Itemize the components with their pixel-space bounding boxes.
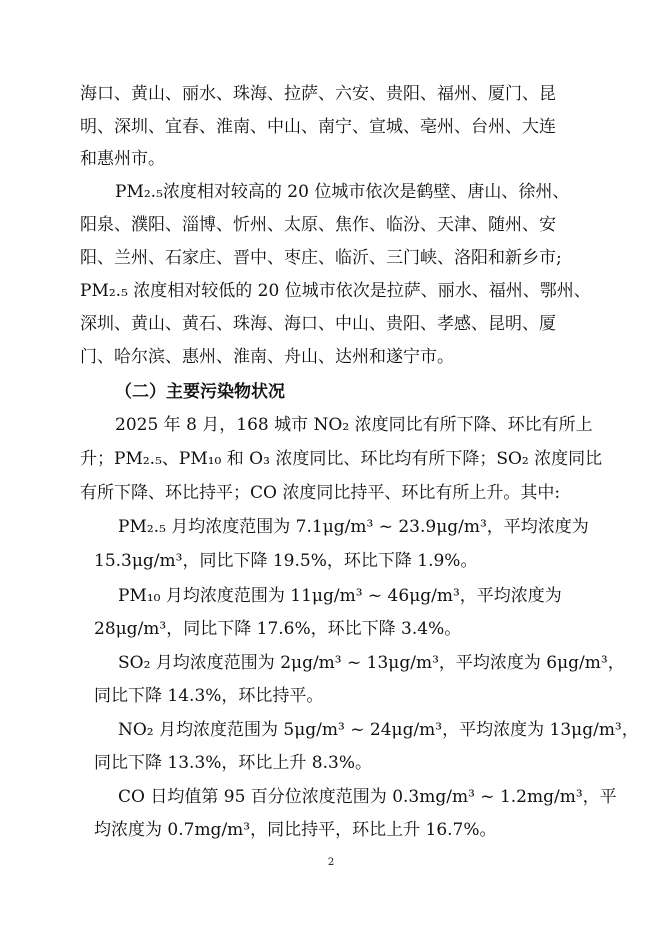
no2-line: 同比下降 13.3%，环比上升 8.3%。 [94, 753, 373, 773]
co-line: 均浓度为 0.7mg/m³，同比持平，环比上升 16.7%。 [94, 820, 497, 840]
paragraph-line: 门、哈尔滨、惠州、淮南、舟山、达州和遂宁市。 [80, 347, 454, 367]
co-line: CO 日均值第 95 百分位浓度范围为 0.3mg/m³ ~ 1.2mg/m³，平 [118, 787, 617, 807]
paragraph-line: 升；PM₂.₅、PM₁₀ 和 O₃ 浓度同比、环比均有所下降；SO₂ 浓度同比 [80, 449, 603, 469]
pm10-line: PM₁₀ 月均浓度范围为 11μg/m³ ~ 46μg/m³，平均浓度为 [118, 586, 562, 606]
paragraph-line: 阳泉、濮阳、淄博、忻州、太原、焦作、临汾、天津、随州、安 [80, 215, 556, 235]
no2-line: NO₂ 月均浓度范围为 5μg/m³ ~ 24μg/m³，平均浓度为 13μg/m³， [118, 720, 639, 740]
section-heading: （二）主要污染物状况 [115, 382, 285, 402]
pm25-line: PM₂.₅ 月均浓度范围为 7.1μg/m³ ~ 23.9μg/m³，平均浓度为 [118, 517, 589, 537]
page-number: 2 [327, 857, 335, 868]
paragraph-line: 有所下降、环比持平；CO 浓度同比持平、环比有所上升。其中: [80, 483, 561, 503]
so2-line: 同比下降 14.3%，环比持平。 [94, 686, 324, 706]
pm25-line: 15.3μg/m³，同比下降 19.5%，环比下降 1.9%。 [94, 551, 478, 571]
paragraph-line: 2025 年 8 月，168 城市 NO₂ 浓度同比有所下降、环比有所上 [115, 415, 593, 435]
paragraph-line: PM₂.₅浓度相对较高的 20 位城市依次是鹤壁、唐山、徐州、 [115, 182, 570, 202]
pm10-line: 28μg/m³，同比下降 17.6%，环比下降 3.4%。 [94, 619, 462, 639]
paragraph-line: 和惠州市。 [80, 149, 165, 169]
paragraph-line: 明、深圳、宜春、淮南、中山、南宁、宣城、亳州、台州、大连 [80, 117, 556, 137]
paragraph-line: 深圳、黄山、黄石、珠海、海口、中山、贵阳、孝感、昆明、厦 [80, 314, 556, 334]
paragraph-line: 海口、黄山、丽水、珠海、拉萨、六安、贵阳、福州、厦门、昆 [80, 84, 556, 104]
paragraph-line: PM₂.₅ 浓度相对较低的 20 位城市依次是拉萨、丽水、福州、鄂州、 [80, 281, 591, 301]
paragraph-line: 阳、兰州、石家庄、晋中、枣庄、临沂、三门峡、洛阳和新乡市; [80, 248, 562, 268]
so2-line: SO₂ 月均浓度范围为 2μg/m³ ~ 13μg/m³，平均浓度为 6μg/m³， [118, 653, 625, 673]
